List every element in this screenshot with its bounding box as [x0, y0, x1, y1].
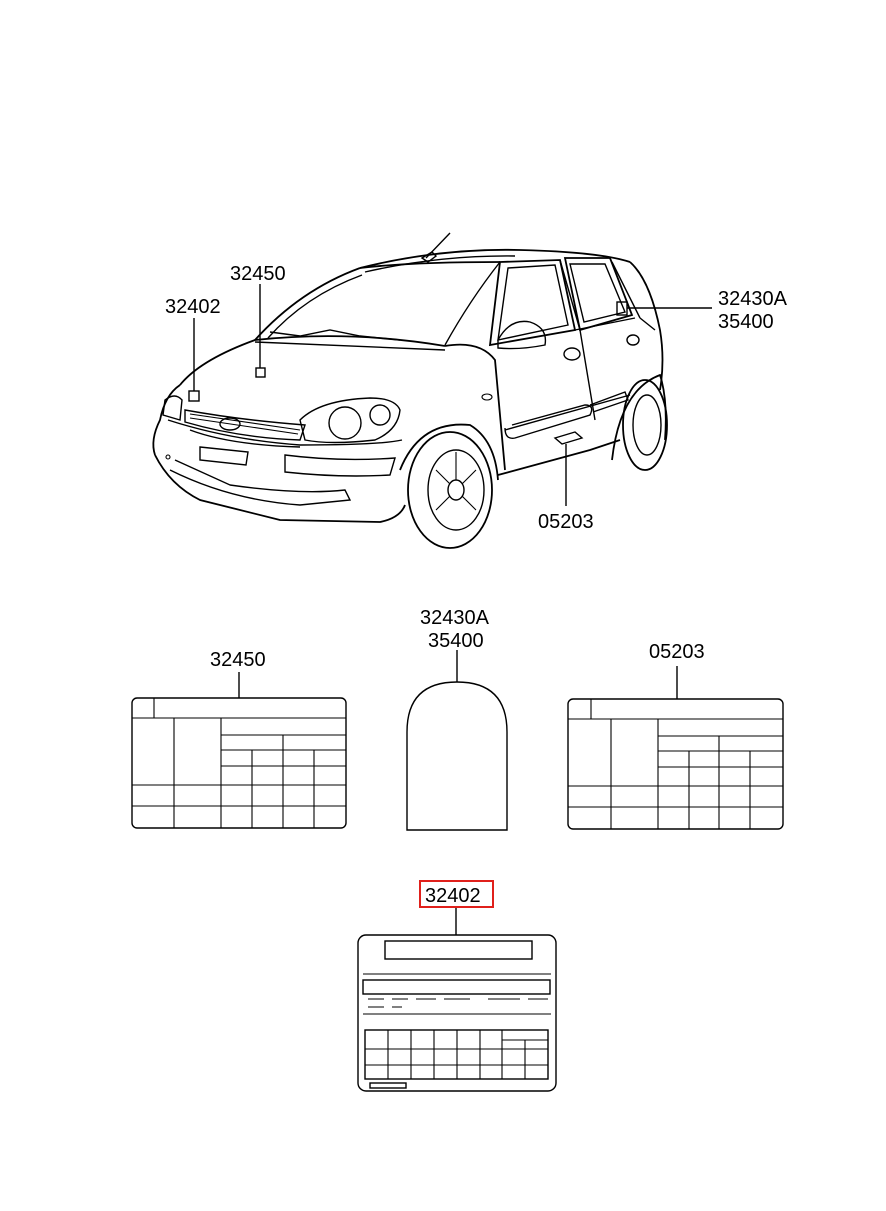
callout-car-35400: 35400 [718, 311, 774, 333]
callout-label-05203: 05203 [649, 641, 705, 663]
callout-car-05203: 05203 [538, 511, 594, 533]
label-32402-drawing [358, 907, 556, 1091]
sticker-marker-05203 [555, 432, 582, 444]
callout-label-32402: 32402 [425, 885, 481, 907]
sticker-marker-32450 [256, 368, 265, 377]
callout-car-32450: 32450 [230, 263, 286, 285]
callout-label-32450: 32450 [210, 649, 266, 671]
callout-label-32430a: 32430A [420, 607, 489, 629]
callout-label-35400: 35400 [428, 630, 484, 652]
label-32450-drawing [132, 672, 346, 828]
sticker-marker-32402 [189, 391, 199, 401]
label-05203-drawing [568, 666, 783, 829]
callout-car-32402: 32402 [165, 296, 221, 318]
callout-car-32430a: 32430A [718, 288, 787, 310]
label-32430a-drawing [407, 650, 507, 830]
